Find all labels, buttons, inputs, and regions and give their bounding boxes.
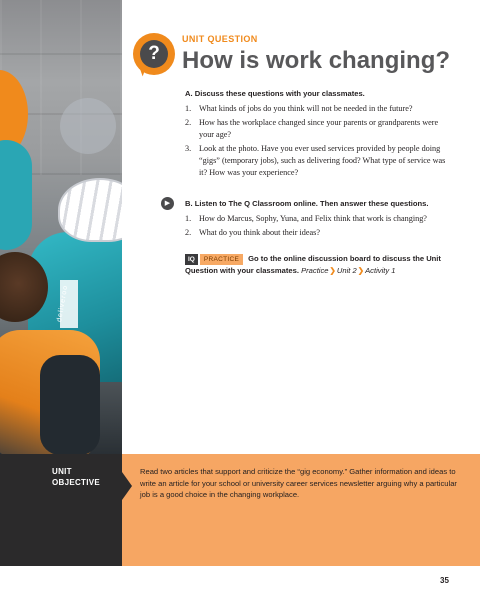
photo-white-helmet	[58, 178, 122, 242]
section-b-questions	[185, 213, 455, 241]
list-item: 2. What do you think about their ideas?	[185, 228, 320, 237]
speaker-icon[interactable]: ▶	[161, 197, 174, 210]
chevron-right-icon: ❯	[357, 266, 365, 275]
section-a-heading	[185, 89, 365, 98]
activity-link[interactable]: Activity 1	[365, 266, 396, 275]
section-a-letter: A.	[185, 89, 193, 98]
list-item: 2. How has the workplace changed since your parents or grandparents were your age?	[185, 118, 439, 139]
objective-arrow	[122, 472, 132, 500]
section-a-questions	[185, 103, 455, 181]
unit-link[interactable]: Unit 2	[336, 266, 357, 275]
photo-wheel	[60, 98, 116, 154]
practice-link[interactable]: Practice	[301, 266, 329, 275]
question-mark-icon: ?	[140, 40, 168, 68]
unit-question-badge	[133, 33, 175, 75]
section-b-heading: B. Listen to The Q Classroom online. Then answer these questions.	[185, 199, 429, 208]
page-title: How is work changing?	[182, 47, 451, 74]
unit-objective-label: UNIT OBJECTIVE	[52, 467, 101, 487]
chevron-right-icon: ❯	[329, 266, 336, 275]
photo-brand-text: deliveroo	[56, 284, 70, 323]
photo-teal-jacket	[0, 140, 32, 250]
list-item: 3. Look at the photo. Have you ever used services provided by people doing “gigs” (temporary jobs), such as delivering food? What type of service was it? How was your experience?	[185, 144, 446, 177]
unit-question-label: UNIT QUESTION	[182, 34, 258, 44]
practice-note: IQ PRACTICE Go to the online discussion board to discuss the Unit Question with your classmates. Practice❯Unit 2❯Activity 1	[185, 254, 441, 275]
page-number: 35	[440, 576, 449, 585]
unit-objective-text: Read two articles that support and criticize the “gig economy.” Gather information and ideas to write an article for your school or university career services newsletter arguing why a particular job is a good choice in the changing workplace.	[140, 467, 457, 499]
practice-tag: PRACTICE	[200, 254, 243, 265]
iq-badge: IQ	[185, 254, 198, 265]
list-item: 1. What kinds of jobs do you think will not be needed in the future?	[185, 104, 413, 113]
section-a-instruction: Discuss these questions with your classmates.	[194, 89, 365, 98]
list-item: 1. How do Marcus, Sophy, Yuna, and Felix think that work is changing?	[185, 214, 427, 223]
cover-photo	[0, 0, 122, 454]
photo-dark-bag	[40, 355, 100, 454]
